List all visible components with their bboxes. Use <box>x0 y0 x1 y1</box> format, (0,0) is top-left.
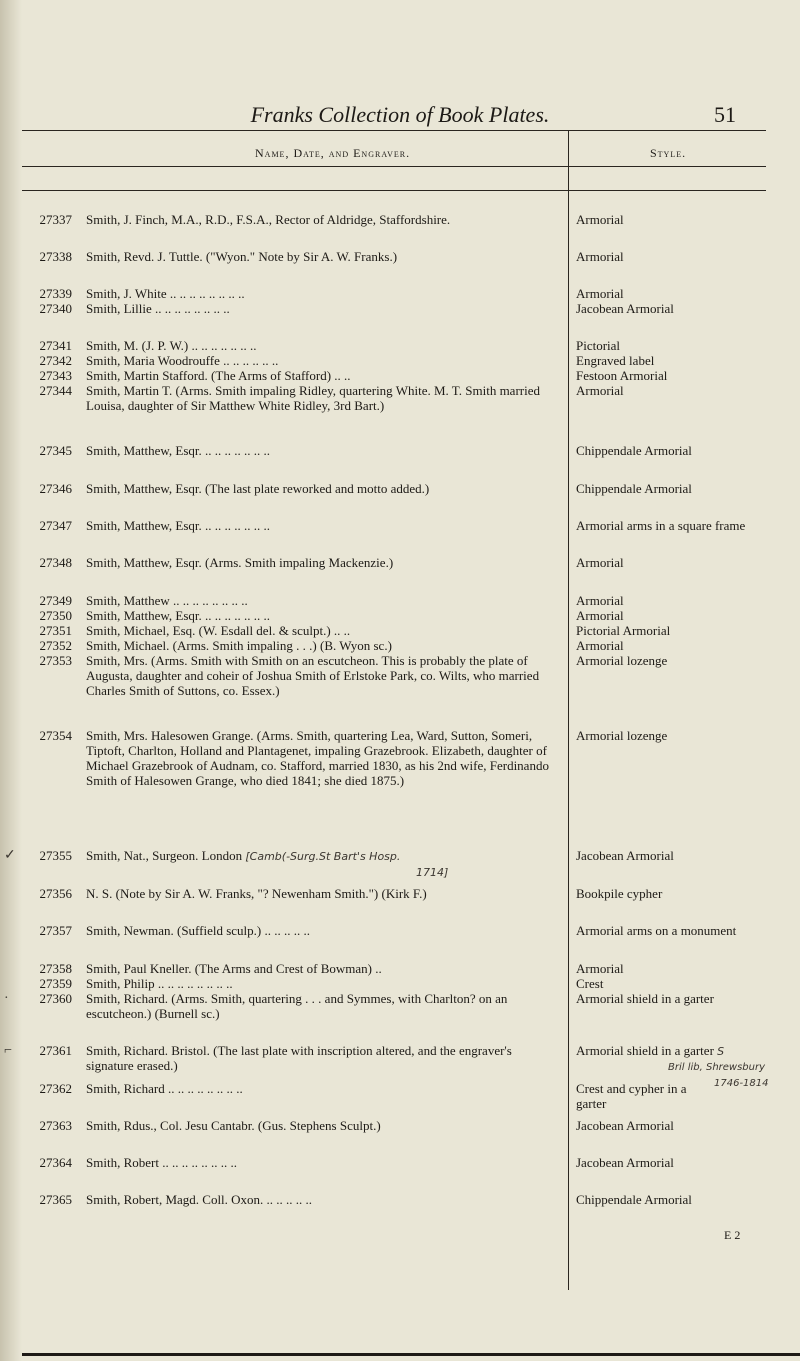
entry-number: 27354 <box>39 728 72 743</box>
entry-style: Engraved label <box>576 353 655 368</box>
header-rule <box>22 130 766 131</box>
column-header-style: Style. <box>650 146 687 160</box>
entry-style: Armorial shield in a garter <box>576 991 714 1006</box>
entry-name: Smith, Richard. (Arms. Smith, quartering . . . and Symmes, with Charlton? on an escutcheon.) (Burnell sc.) <box>86 991 508 1021</box>
entry-name: Smith, Richard. Bristol. (The last plate with inscription altered, and the engraver's signature erased.) <box>86 1043 512 1073</box>
entry-number: 27349 <box>39 593 72 608</box>
entry-name: Smith, Paul Kneller. (The Arms and Crest of Bowman) .. <box>86 961 382 976</box>
entry-name: Smith, M. (J. P. W.) .. .. .. .. .. .. .. <box>86 338 257 353</box>
entry-style: Armorial lozenge <box>576 728 668 743</box>
column-header-name: Name, Date, and Engraver. <box>255 146 411 160</box>
handwritten-annotation: Bril lib, Shrewsbury <box>668 1062 766 1073</box>
entry-number: 27362 <box>39 1081 72 1096</box>
entry-name: N. S. (Note by Sir A. W. Franks, "? Newenham Smith.") (Kirk F.) <box>86 886 427 901</box>
entry-number: 27359 <box>39 976 72 991</box>
entry-style: Crest and cypher in a garter <box>576 1081 687 1111</box>
entry-number: 27358 <box>39 961 72 976</box>
entry-style: Crest <box>576 976 604 991</box>
handwritten-annotation: [Camb(-Surg.St Bart's Hosp. <box>245 850 401 863</box>
entry-name: Smith, Newman. (Suffield sculp.) .. .. .. .. .. <box>86 923 310 938</box>
entry-name: Smith, Revd. J. Tuttle. ("Wyon." Note by Sir A. W. Franks.) <box>86 249 398 264</box>
handwritten-annotation-dates: 1746-1814 <box>714 1078 769 1089</box>
entry-name: Smith, Rdus., Col. Jesu Cantabr. (Gus. Stephens Sculpt.) <box>86 1118 381 1133</box>
entry-name: Smith, Matthew .. .. .. .. .. .. .. .. <box>86 593 248 608</box>
entry-style: Armorial <box>576 212 624 227</box>
signature-mark: E 2 <box>724 1228 741 1242</box>
entry-name: Smith, Robert .. .. .. .. .. .. .. .. <box>86 1155 237 1170</box>
entry-name: Smith, Richard .. .. .. .. .. .. .. .. <box>86 1081 243 1096</box>
entry-number: 27357 <box>39 923 72 938</box>
entry-style: Chippendale Armorial <box>576 481 692 496</box>
entry-number: 27350 <box>39 608 72 623</box>
margin-tick-mark: ⌐ <box>4 1043 12 1058</box>
entry-style: Armorial <box>576 555 624 570</box>
entry-number: 27346 <box>39 481 72 496</box>
entry-number: 27337 <box>39 212 72 227</box>
handwritten-annotation-initial: S <box>717 1045 725 1058</box>
entry-name: Smith, Lillie .. .. .. .. .. .. .. .. <box>86 301 230 316</box>
entry-number: 27351 <box>39 623 72 638</box>
entry-name <box>86 848 556 880</box>
entry-name: Smith, Martin T. (Arms. Smith impaling Ridley, quartering White. M. T. Smith married Louisa, daughter of Sir Matthew White Ridley, 3rd Bart.) <box>86 383 540 413</box>
column-divider <box>568 130 569 1290</box>
entry-style: Armorial arms in a square frame <box>576 518 746 533</box>
entry-style: Armorial <box>576 249 624 264</box>
entry-number: 27363 <box>39 1118 72 1133</box>
column-header-rule <box>22 166 766 167</box>
entry-name: Smith, Matthew, Esqr. (Arms. Smith impaling Mackenzie.) <box>86 555 394 570</box>
entry-name: Smith, Philip .. .. .. .. .. .. .. .. <box>86 976 233 991</box>
entry-name: Smith, Mrs. (Arms. Smith with Smith on an escutcheon. This is probably the plate of Augusta, daughter and coheir of Joshua Smith of Erlstoke Park, co. Wilts, who married Charles Smith of Suttons, co. Essex.) <box>86 653 540 698</box>
entry-name-text: Smith, Nat., Surgeon. London <box>86 848 243 863</box>
page-number: 51 <box>714 102 736 127</box>
entry-style: Pictorial Armorial <box>576 623 671 638</box>
entry-name: Smith, Maria Woodrouffe .. .. .. .. .. .. <box>86 353 279 368</box>
entry-number: 27348 <box>39 555 72 570</box>
entry-style: Armorial <box>576 593 624 608</box>
entry-style-text: Armorial shield in a garter <box>576 1043 714 1058</box>
entry-number: 27352 <box>39 638 72 653</box>
entry-number: 27339 <box>39 286 72 301</box>
entry-number: 27343 <box>39 368 72 383</box>
entry-number: 27364 <box>39 1155 72 1170</box>
entry-number: 27360 <box>39 991 72 1006</box>
entry-number: 27341 <box>39 338 72 353</box>
entry-name: Smith, J. White .. .. .. .. .. .. .. .. <box>86 286 245 301</box>
entry-style: Festoon Armorial <box>576 368 668 383</box>
entry-style: Jacobean Armorial <box>576 1118 674 1133</box>
entry-style: Jacobean Armorial <box>576 1155 674 1170</box>
entry-style: Armorial <box>576 638 624 653</box>
entry-number: 27365 <box>39 1192 72 1207</box>
entry-style: Jacobean Armorial <box>576 301 674 316</box>
entry-name: Smith, J. Finch, M.A., R.D., F.S.A., Rector of Aldridge, Staffordshire. <box>86 212 451 227</box>
entry-name: Smith, Matthew, Esqr. .. .. .. .. .. .. .. <box>86 518 271 533</box>
entry-style: Armorial <box>576 286 624 301</box>
column-header-rule-lower <box>22 190 766 191</box>
entry-name: Smith, Matthew, Esqr. (The last plate reworked and motto added.) <box>86 481 430 496</box>
entry-name: Smith, Matthew, Esqr. .. .. .. .. .. .. .. <box>86 608 271 623</box>
entry-style: Armorial arms on a monument <box>576 923 737 938</box>
entry-number: 27355 <box>39 848 72 863</box>
entry-name: Smith, Michael. (Arms. Smith impaling . . .) (B. Wyon sc.) <box>86 638 392 653</box>
entry-style: Jacobean Armorial <box>576 848 674 863</box>
entry-number: 27345 <box>39 443 72 458</box>
entry-name: Smith, Michael, Esq. (W. Esdall del. & sculpt.) .. .. <box>86 623 351 638</box>
entry-number: 27340 <box>39 301 72 316</box>
entry-name: Smith, Mrs. Halesowen Grange. (Arms. Smith, quartering Lea, Ward, Sutton, Someri, Tiptoft, Charlton, Holland and Plantagenet, impaling Grazebrook. Elizabeth, daughter of Michael Grazebrook of Audnam, co. Stafford, married 1830, as his 2nd wife, Ferdinando Smith of Halesowen Grange, who died 1841; she died 1875.) <box>86 728 549 788</box>
entry-style <box>576 1043 772 1059</box>
entry-number: 27361 <box>39 1043 72 1058</box>
running-title: Franks Collection of Book Plates. <box>250 102 550 127</box>
handwritten-annotation-date: 1714] <box>416 866 449 879</box>
entry-name: Smith, Martin Stafford. (The Arms of Stafford) .. .. <box>86 368 351 383</box>
entry-style: Pictorial <box>576 338 621 353</box>
entry-number: 27353 <box>39 653 72 668</box>
entry-number: 27356 <box>39 886 72 901</box>
entry-number: 27342 <box>39 353 72 368</box>
entry-number: 27344 <box>39 383 72 398</box>
entry-style: Armorial <box>576 608 624 623</box>
entry-style: Chippendale Armorial <box>576 443 692 458</box>
margin-tick-mark: ✓ <box>4 848 16 863</box>
entry-style: Bookpile cypher <box>576 886 663 901</box>
entry-number: 27347 <box>39 518 72 533</box>
entry-name: Smith, Matthew, Esqr. .. .. .. .. .. .. .. <box>86 443 271 458</box>
entry-style: Armorial <box>576 383 624 398</box>
bottom-rule <box>22 1353 800 1356</box>
entry-number: 27338 <box>39 249 72 264</box>
margin-tick-mark: · <box>4 991 9 1006</box>
entry-style: Armorial lozenge <box>576 653 668 668</box>
binding-shadow <box>0 0 22 1361</box>
entry-style: Armorial <box>576 961 624 976</box>
entry-style: Chippendale Armorial <box>576 1192 692 1207</box>
entry-name: Smith, Robert, Magd. Coll. Oxon. .. .. .. .. .. <box>86 1192 313 1207</box>
